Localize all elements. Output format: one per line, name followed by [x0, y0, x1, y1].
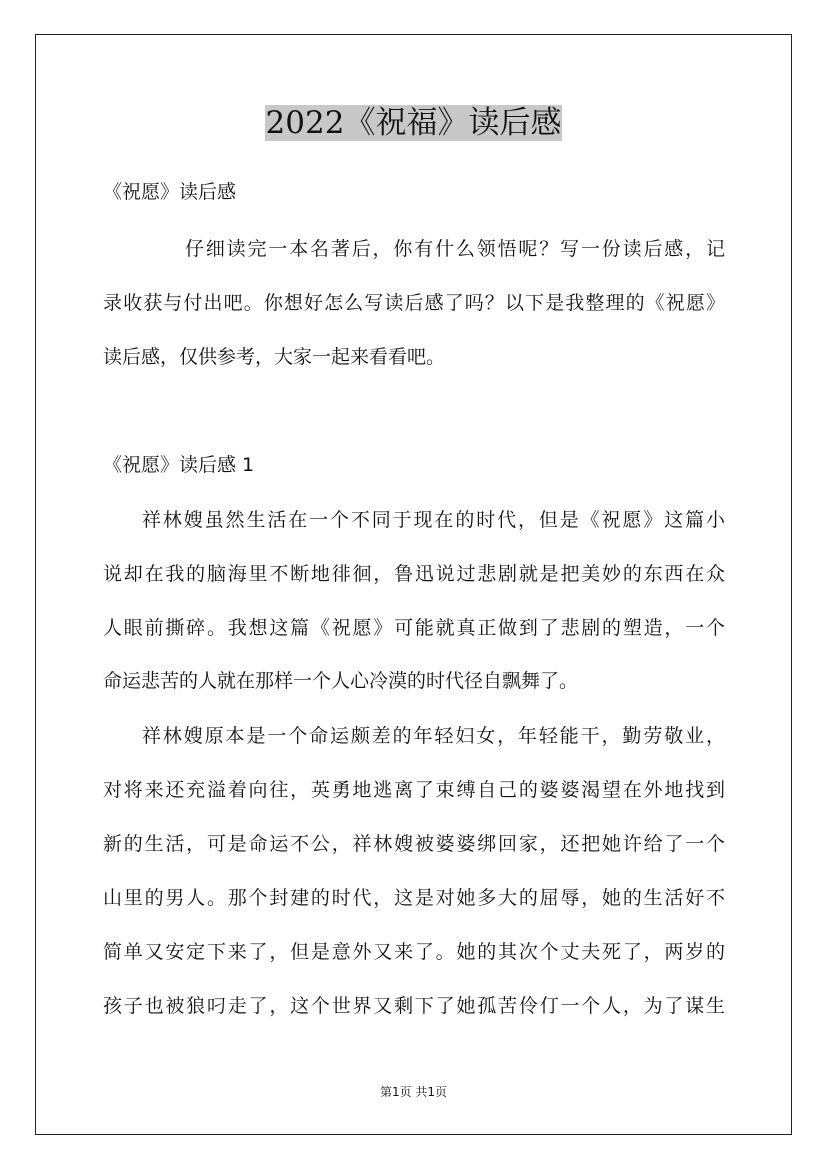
- document-title-text: 2022《祝福》读后感: [265, 105, 562, 141]
- intro-line: 仔细读完一本名著后，你有什么领悟呢？写一份读后感，记: [185, 238, 725, 260]
- paragraph-line: 山里的男人。那个封建的时代，这是对她多大的屈辱，她的生活好不: [103, 887, 725, 909]
- paragraph-line: 对将来还充溢着向往，英勇地逃离了束缚自己的婆婆渴望在外地找到: [103, 779, 725, 801]
- paragraph-line: 简单又安定下来了，但是意外又来了。她的其次个丈夫死了，两岁的: [103, 941, 725, 963]
- paragraph-line: 祥林嫂原本是一个命运颇差的年轻妇女，年轻能干，勤劳敬业，: [142, 725, 725, 747]
- section-heading-1: 《祝愿》读后感 1: [103, 454, 255, 476]
- paragraph-line: 祥林嫂虽然生活在一个不同于现在的时代，但是《祝愿》这篇小: [142, 509, 725, 531]
- paragraph-line: 新的生活，可是命运不公，祥林嫂被婆婆绑回家，还把她许给了一个: [103, 833, 725, 855]
- intro-line: 录收获与付出吧。你想好怎么写读后感了吗？以下是我整理的《祝愿》: [103, 292, 725, 314]
- page-footer: 第1页 共1页: [379, 1085, 448, 1099]
- document-title: [0, 103, 827, 143]
- intro-heading: 《祝愿》读后感: [103, 181, 237, 203]
- paragraph-line: 孩子也被狼叼走了，这个世界又剩下了她孤苦伶仃一个人，为了谋生: [103, 995, 725, 1017]
- intro-line: 读后感，仅供参考，大家一起来看看吧。: [103, 346, 446, 368]
- paragraph-line: 人眼前撕碎。我想这篇《祝愿》可能就真正做到了悲剧的塑造，一个: [103, 617, 725, 639]
- paragraph-line: 命运悲苦的人就在那样一个人心冷漠的时代径自飘舞了。: [103, 670, 579, 692]
- paragraph-line: 说却在我的脑海里不断地徘徊，鲁迅说过悲剧就是把美妙的东西在众: [103, 563, 725, 585]
